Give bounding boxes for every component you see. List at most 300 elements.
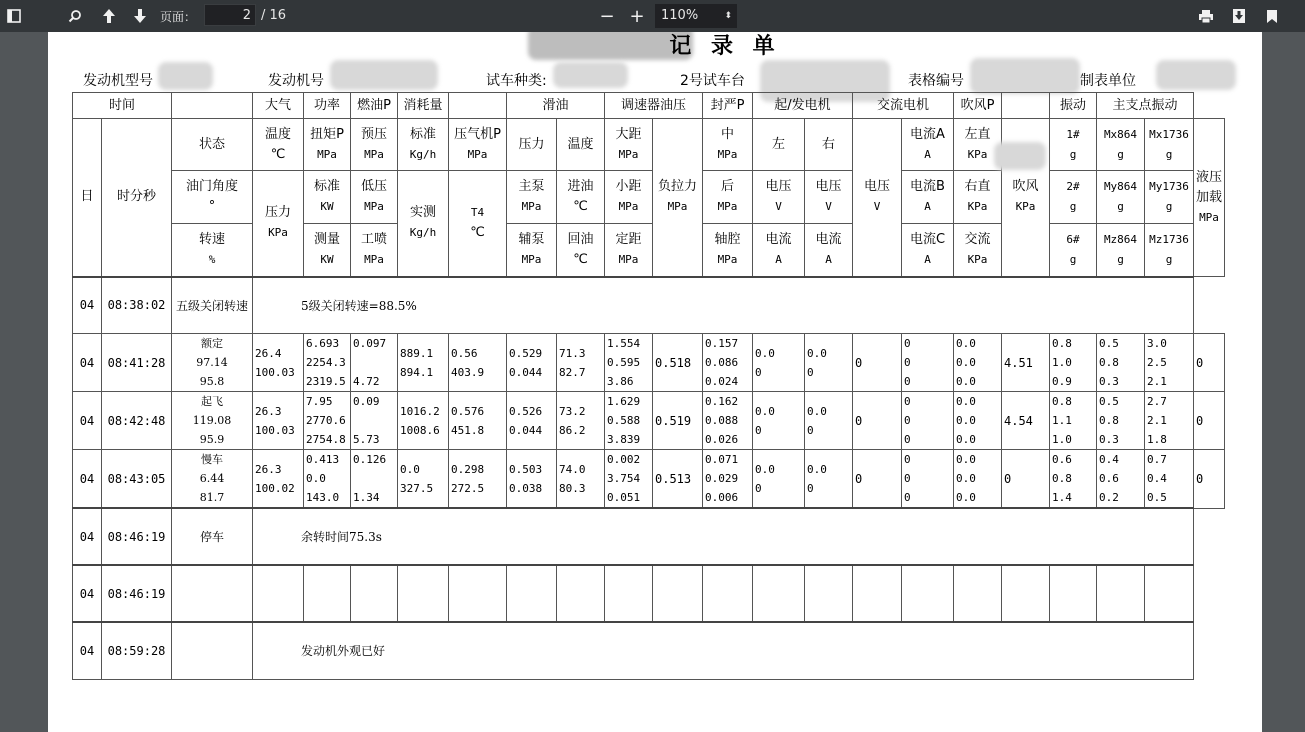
hdr-std-label: 标准 xyxy=(409,126,436,142)
v: 0.8 xyxy=(1052,395,1072,408)
hdr-v1 xyxy=(1050,119,1097,171)
hdr-low-p-unit: MPa xyxy=(364,200,384,213)
status-name: 起飞 xyxy=(201,395,223,408)
v: 0.8 xyxy=(1052,337,1072,350)
v: 0 xyxy=(904,375,911,388)
hdr-amp-c-unit: A xyxy=(924,252,931,266)
v: 1.8 xyxy=(1147,433,1167,446)
search-icon[interactable] xyxy=(63,0,87,32)
hdr-small-d xyxy=(605,171,653,224)
hdr-mz864-unit: g xyxy=(1117,252,1124,266)
cell-gov xyxy=(605,392,653,450)
v: 2.5 xyxy=(1147,356,1167,369)
hdr-load-label: 加载 xyxy=(1196,189,1223,205)
v: 0.2 xyxy=(1099,491,1119,504)
v: 0.0 xyxy=(306,472,326,485)
hdr-aux-pump xyxy=(507,224,557,277)
hdr-fuel: 燃油P xyxy=(351,93,398,119)
hdr-left-volt xyxy=(753,171,805,224)
table-row xyxy=(73,450,1225,509)
cell-time: 08:46:19 xyxy=(102,508,172,565)
cell-lube-t xyxy=(557,392,605,450)
cell-day: 04 xyxy=(73,334,102,392)
cell-starter-left xyxy=(753,392,805,450)
hdr-status: 状态 xyxy=(172,119,253,171)
hdr-shaft-unit: MPa xyxy=(717,252,738,266)
v: 5.73 xyxy=(353,433,380,446)
hdr-ac xyxy=(954,224,1002,277)
hdr-day: 日 xyxy=(73,119,102,277)
cell-day: 04 xyxy=(73,565,102,622)
cell-empty xyxy=(853,565,902,622)
v: 0.413 xyxy=(306,453,340,466)
hdr-left-amp-label: 电流 xyxy=(765,231,792,247)
hdr-my1736-unit: g xyxy=(1165,200,1173,213)
cell-comp xyxy=(449,334,507,392)
arrow-down-icon[interactable] xyxy=(128,0,152,32)
hdr-throttle-unit: ° xyxy=(208,199,216,214)
cell-note: 发动机外观已好 xyxy=(253,622,1194,679)
v: 26.3 xyxy=(255,404,282,418)
v: 0.0 xyxy=(755,404,775,418)
hdr-oil-ret xyxy=(557,224,605,277)
cell-empty xyxy=(351,565,398,622)
cell-empty xyxy=(753,565,805,622)
cell-status: 五级关闭转速 xyxy=(172,277,253,334)
v: 0.5 xyxy=(1099,337,1119,350)
hdr-oil-in-unit: ℃ xyxy=(573,199,588,214)
v: 0.56 xyxy=(451,346,478,360)
cell-seal xyxy=(703,334,753,392)
hdr-my1736-label: My1736 xyxy=(1149,180,1189,193)
v: 327.5 xyxy=(400,481,434,495)
cell-starter-right xyxy=(805,334,853,392)
hdr-neg-pull-label: 负拉力 xyxy=(657,179,697,195)
cell-empty xyxy=(1145,565,1194,622)
cell-seal xyxy=(703,450,753,509)
zoom-select[interactable] xyxy=(655,4,737,28)
v: 0.09 xyxy=(353,395,380,408)
v: 3.0 xyxy=(1147,337,1167,350)
v: 0.051 xyxy=(607,491,641,504)
hdr-ac-unit: KPa xyxy=(967,252,988,266)
redacted-field xyxy=(158,62,213,90)
doc-title: 记 录 单 xyxy=(669,33,781,59)
cell-vib xyxy=(1050,450,1097,509)
v: 0.8 xyxy=(1099,356,1119,369)
cell-comp xyxy=(449,450,507,509)
hdr-left-amp xyxy=(753,224,805,277)
v: 0.0 xyxy=(755,346,775,360)
cell-hyd: 0 xyxy=(1194,392,1225,450)
v: 889.1 xyxy=(400,346,434,360)
redacted-field xyxy=(970,58,1080,94)
hdr-mz864-label: Mz864 xyxy=(1103,232,1138,246)
hdr-amp-a xyxy=(902,119,954,171)
cell-starter-right xyxy=(805,392,853,450)
cell-day: 04 xyxy=(73,622,102,679)
hdr-main-vib: 主支点振动 xyxy=(1097,93,1194,119)
hdr-my1736 xyxy=(1145,171,1194,224)
hdr-blow2-unit: KPa xyxy=(1015,200,1036,214)
cell-empty xyxy=(703,565,753,622)
hdr-neg-pull xyxy=(653,119,703,277)
v: 0.298 xyxy=(451,462,485,476)
v: 7.95 xyxy=(306,395,333,408)
v: 0.0 xyxy=(956,414,976,427)
cell-empty xyxy=(507,565,557,622)
hdr-my864-unit: g xyxy=(1117,200,1124,213)
hdr-amp-a-unit: A xyxy=(924,147,931,161)
cell-gov xyxy=(605,450,653,509)
page-total: / 16 xyxy=(261,8,287,23)
hdr-rated xyxy=(304,171,351,224)
bookmark-icon[interactable] xyxy=(1260,0,1284,32)
v: 0.126 xyxy=(353,453,387,466)
cell-starter-left xyxy=(753,450,805,509)
table-row xyxy=(73,622,1225,679)
status-name: 额定 xyxy=(201,337,223,350)
hdr-rated-unit: KW xyxy=(320,200,334,213)
v: 1.1 xyxy=(1052,414,1072,427)
hdr-t4 xyxy=(449,171,507,277)
hdr-mid xyxy=(703,119,753,171)
hdr-v6-unit: g xyxy=(1069,252,1077,266)
cell-hyd: 0 xyxy=(1194,334,1225,392)
v: 26.3 xyxy=(255,462,282,476)
cell-ac-volt: 0 xyxy=(853,450,902,509)
hdr-fix-d xyxy=(605,224,653,277)
v: 0 xyxy=(755,481,762,495)
cell-cons xyxy=(398,334,449,392)
cell-cons xyxy=(398,450,449,509)
cell-time: 08:46:19 xyxy=(102,565,172,622)
hdr-mx1736-unit: g xyxy=(1165,147,1173,161)
hdr-atm: 大气 xyxy=(253,93,304,119)
hdr-right: 右 xyxy=(805,119,853,171)
v: 0 xyxy=(807,365,814,379)
v: 0.503 xyxy=(509,462,543,476)
hdr-actual-unit: Kg/h xyxy=(409,226,437,240)
hdr-hms: 时分秒 xyxy=(102,119,172,277)
cell-blow xyxy=(954,334,1002,392)
cell-atm xyxy=(253,450,304,509)
v: 0.006 xyxy=(705,491,739,504)
v: 0.3 xyxy=(1099,433,1119,446)
hdr-right-dc xyxy=(954,171,1002,224)
sidebar-toggle-icon[interactable] xyxy=(2,0,26,32)
hdr-seal: 封严P xyxy=(703,93,753,119)
v: 0 xyxy=(904,491,911,504)
hdr-actual-label: 实测 xyxy=(409,205,436,221)
v xyxy=(353,353,395,372)
v xyxy=(353,469,395,488)
v: 0.088 xyxy=(705,414,739,427)
hdr-ac-volt-unit: V xyxy=(873,200,881,214)
hdr-v1-label: 1# xyxy=(1066,127,1080,141)
hdr-consumption: 消耗量 xyxy=(398,93,449,119)
hdr-main-pump-label: 主泵 xyxy=(518,179,545,194)
cell-note: 5级关闭转速=88.5% xyxy=(253,277,1194,334)
hdr-left: 左 xyxy=(753,119,805,171)
cell-status xyxy=(172,392,253,450)
hdr-empty xyxy=(1002,93,1050,119)
hdr-main-pump xyxy=(507,171,557,224)
status-speed: 95.8 xyxy=(199,375,225,388)
hdr-comp-label: 压气机P xyxy=(454,126,501,142)
hdr-temp-unit: ℃ xyxy=(270,146,286,162)
hdr-v2-label: 2# xyxy=(1066,180,1080,193)
v: 100.03 xyxy=(255,365,295,379)
cell-empty xyxy=(954,565,1002,622)
hdr-left-dc-unit: KPa xyxy=(967,147,988,161)
status-throttle: 97.14 xyxy=(196,356,228,369)
cell-empty xyxy=(605,565,653,622)
hdr-actual xyxy=(398,171,449,277)
meta-test-bed: 2号试车台 xyxy=(680,73,745,89)
cell-status xyxy=(172,622,253,679)
v: 0.0 xyxy=(956,375,976,388)
hdr-oil-in-label: 进油 xyxy=(567,179,594,194)
v: 1.629 xyxy=(607,395,641,408)
hdr-main-pump-unit: MPa xyxy=(521,200,542,213)
hdr-amp-a-label: 电流A xyxy=(910,126,945,142)
hdr-right-volt-unit: V xyxy=(825,200,832,213)
hdr-speed-label: 转速 xyxy=(198,231,225,247)
v: 0.8 xyxy=(1052,472,1072,485)
v: 3.839 xyxy=(607,433,641,446)
hdr-ac-motor: 交流电机 xyxy=(853,93,954,119)
hdr-big-d-label: 大距 xyxy=(615,126,642,142)
v: 0.6 xyxy=(1052,453,1072,466)
hdr-blow: 吹风P xyxy=(954,93,1002,119)
v: 86.2 xyxy=(559,423,586,437)
hdr-pre-p-unit: MPa xyxy=(364,147,384,161)
v: 2770.6 xyxy=(306,414,346,427)
v: 82.7 xyxy=(559,365,586,379)
cell-vib xyxy=(1050,334,1097,392)
hdr-v2 xyxy=(1050,171,1097,224)
cell-time: 08:43:05 xyxy=(102,450,172,509)
hdr-aux-pump-unit: MPa xyxy=(521,252,542,266)
cell-empty xyxy=(304,565,351,622)
v: 143.0 xyxy=(306,491,340,504)
arrow-up-icon[interactable] xyxy=(97,0,121,32)
v: 451.8 xyxy=(451,423,485,437)
cell-m864 xyxy=(1097,450,1145,509)
hdr-v6-label: 6# xyxy=(1066,232,1080,246)
v: 0.3 xyxy=(1099,375,1119,388)
cell-torque xyxy=(304,450,351,509)
cell-empty xyxy=(1002,565,1050,622)
redacted-field xyxy=(1156,60,1236,90)
hdr-lube-t: 温度 xyxy=(557,119,605,171)
hdr-hyd xyxy=(1194,119,1225,277)
chevron-up-down-icon: ⬍ xyxy=(724,11,732,21)
hdr-temp xyxy=(253,119,304,171)
hdr-pre-p-label: 预压 xyxy=(360,126,387,142)
cell-empty xyxy=(902,565,954,622)
hdr-ac-volt xyxy=(853,119,902,277)
hdr-work-jet-unit: MPa xyxy=(364,252,384,266)
v: 3.754 xyxy=(607,472,641,485)
hdr-amp-b-label: 电流B xyxy=(910,179,945,194)
cell-time: 08:38:02 xyxy=(102,277,172,334)
hdr-empty xyxy=(449,93,507,119)
cell-empty xyxy=(253,565,304,622)
cell-lube-p xyxy=(507,450,557,509)
v: 1008.6 xyxy=(400,423,440,437)
v: 0.0 xyxy=(956,433,976,446)
v: 0.0 xyxy=(956,395,976,408)
cell-empty xyxy=(398,565,449,622)
hdr-comp-unit: MPa xyxy=(467,147,488,161)
download-icon[interactable] xyxy=(1227,0,1251,32)
cell-lube-t xyxy=(557,334,605,392)
status-speed: 95.9 xyxy=(199,433,225,446)
v xyxy=(353,411,395,430)
hdr-work-jet-label: 工喷 xyxy=(360,231,387,247)
page-number-input[interactable]: 2 xyxy=(204,4,256,26)
hdr-fix-d-unit: MPa xyxy=(618,252,639,266)
hdr-mz864 xyxy=(1097,224,1145,277)
v: 0.086 xyxy=(705,356,739,369)
hdr-shaft-label: 轴腔 xyxy=(714,231,741,247)
v: 0 xyxy=(904,472,911,485)
hdr-mx864 xyxy=(1097,119,1145,171)
hdr-left-dc-label: 左直 xyxy=(964,126,991,142)
v: 0.0 xyxy=(956,356,976,369)
hdr-ac-label: 交流 xyxy=(964,231,991,247)
v: 1016.2 xyxy=(400,404,440,418)
v: 100.03 xyxy=(255,423,295,437)
cell-empty xyxy=(557,565,605,622)
hdr-shaft xyxy=(703,224,753,277)
v: 2754.8 xyxy=(306,433,346,446)
cell-ac-volt: 0 xyxy=(853,334,902,392)
hdr-t4-label: T4 xyxy=(470,206,485,220)
hdr-rear xyxy=(703,171,753,224)
cell-day: 04 xyxy=(73,450,102,509)
cell-gov xyxy=(605,334,653,392)
hdr-comp xyxy=(449,119,507,171)
cell-blow xyxy=(954,450,1002,509)
zoom-in-button[interactable]: + xyxy=(629,5,645,27)
hdr-torque-label: 扭矩P xyxy=(310,126,344,142)
zoom-value: 110% xyxy=(661,8,699,23)
v: 0.6 xyxy=(1099,472,1119,485)
hdr-v1-unit: g xyxy=(1069,147,1077,161)
cell-blow2: 0 xyxy=(1002,450,1050,509)
v: 0.0 xyxy=(807,346,827,360)
record-table xyxy=(72,92,1225,680)
cell-ac-amp xyxy=(902,450,954,509)
hdr-low-p xyxy=(351,171,398,224)
hdr-right-dc-unit: KPa xyxy=(967,200,988,213)
print-icon[interactable] xyxy=(1194,0,1218,32)
v: 0.0 xyxy=(956,337,976,350)
v: 0.157 xyxy=(705,337,739,350)
hdr-right-volt xyxy=(805,171,853,224)
v: 894.1 xyxy=(400,365,434,379)
cell-blow2: 4.51 xyxy=(1002,334,1050,392)
zoom-out-button[interactable]: − xyxy=(599,5,615,27)
v: 0.5 xyxy=(1099,395,1119,408)
cell-empty xyxy=(805,565,853,622)
cell-time: 08:59:28 xyxy=(102,622,172,679)
v: 0.002 xyxy=(607,453,641,466)
hdr-right-amp xyxy=(805,224,853,277)
hdr-low-p-label: 低压 xyxy=(360,179,387,194)
v: 403.9 xyxy=(451,365,485,379)
cell-status: 停车 xyxy=(172,508,253,565)
hdr-neg-pull-unit: MPa xyxy=(667,200,688,214)
cell-ac-amp xyxy=(902,392,954,450)
v: 73.2 xyxy=(559,404,586,418)
hdr-left-volt-unit: V xyxy=(775,200,782,213)
hdr-throttle xyxy=(172,171,253,224)
cell-starter-left xyxy=(753,334,805,392)
cell-time: 08:42:48 xyxy=(102,392,172,450)
v: 1.554 xyxy=(607,337,641,350)
v: 0.588 xyxy=(607,414,641,427)
hdr-mx1736-label: Mx1736 xyxy=(1149,127,1189,141)
cell-lube-p xyxy=(507,392,557,450)
v: 0.0 xyxy=(807,404,827,418)
cell-status xyxy=(172,450,253,509)
hdr-t4-unit: ℃ xyxy=(470,225,485,241)
cell-status xyxy=(172,334,253,392)
hdr-mid-label: 中 xyxy=(720,126,734,142)
hdr-oil-in xyxy=(557,171,605,224)
v: 0.9 xyxy=(1052,375,1072,388)
v: 0.8 xyxy=(1099,414,1119,427)
v: 0 xyxy=(904,414,911,427)
hdr-speed xyxy=(172,224,253,277)
v: 0.576 xyxy=(451,404,485,418)
hdr-big-d-unit: MPa xyxy=(618,147,639,161)
hdr-mz1736-label: Mz1736 xyxy=(1149,232,1189,246)
meta-engine-no: 发动机号 xyxy=(268,73,324,89)
cell-cons xyxy=(398,392,449,450)
hdr-my864-label: My864 xyxy=(1103,180,1138,193)
hdr-temp-label: 温度 xyxy=(264,126,291,142)
cell-m864 xyxy=(1097,334,1145,392)
cell-seal xyxy=(703,392,753,450)
v: 0.529 xyxy=(509,346,543,360)
v: 0.024 xyxy=(705,375,739,388)
cell-neg: 0.518 xyxy=(653,334,703,392)
hdr-oil-ret-label: 回油 xyxy=(567,231,594,247)
hdr-small-d-unit: MPa xyxy=(618,200,639,213)
cell-fuel xyxy=(351,334,398,392)
table-row xyxy=(73,508,1225,565)
cell-empty xyxy=(653,565,703,622)
hdr-work-jet xyxy=(351,224,398,277)
hdr-pre-p xyxy=(351,119,398,171)
v: 0 xyxy=(755,365,762,379)
v: 0.0 xyxy=(400,462,420,476)
cell-time: 08:41:28 xyxy=(102,334,172,392)
hdr-rear-unit: MPa xyxy=(717,200,738,213)
v: 0.029 xyxy=(705,472,739,485)
v: 1.0 xyxy=(1052,433,1072,446)
cell-ac-volt: 0 xyxy=(853,392,902,450)
hdr-lube-p: 压力 xyxy=(507,119,557,171)
hdr-left-amp-unit: A xyxy=(775,252,782,266)
v: 0.0 xyxy=(956,453,976,466)
cell-ac-amp xyxy=(902,334,954,392)
